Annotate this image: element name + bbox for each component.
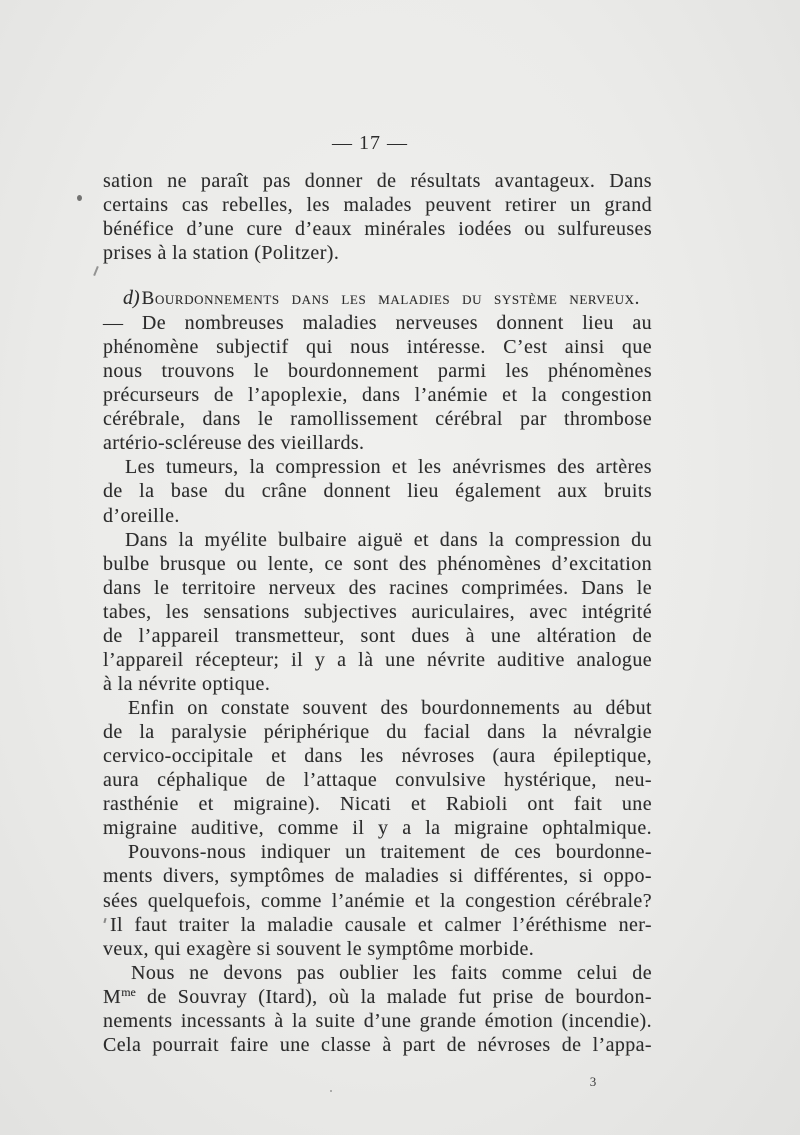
section-body xyxy=(103,311,652,1057)
text-line: bénéfice d’une cure d’eaux minérales iodées ou sulfureuses xyxy=(103,218,652,241)
text-line: sation ne paraît pas donner de résultats avantageux. Dans xyxy=(103,170,652,192)
paragraph xyxy=(103,455,652,527)
text-line: cervico-occipitale et dans les névroses (aura épileptique, xyxy=(103,745,652,768)
text-line: migraine auditive, comme il y a la migraine ophtalmique. xyxy=(103,817,652,840)
text-line: cérébrale, dans le ramollissement cérébral par thrombose xyxy=(103,408,652,431)
text-line: — De nombreuses maladies nerveuses donnent lieu au xyxy=(103,312,652,334)
text-line: nous trouvons le bourdonnement parmi les phénomènes xyxy=(103,360,652,383)
text-line: Il faut traiter la maladie causale et calmer l’éréthisme ner- xyxy=(110,913,652,936)
text-line: nements incessants à la suite d’une grande émotion (incendie). xyxy=(103,1009,652,1032)
text-line: Dans la myélite bulbaire aiguë et dans la compression du xyxy=(125,528,652,551)
text-line: prises à la station (Politzer). xyxy=(103,242,340,265)
text-line xyxy=(103,985,652,1009)
text-line: l’appareil récepteur; il y a là une névrite auditive analogue xyxy=(103,648,652,671)
running-head: — 17 — xyxy=(332,132,408,154)
text-line: à la névrite optique. xyxy=(103,672,271,695)
text-line: de l’appareil transmetteur, sont dues à une altération de xyxy=(103,624,652,647)
ink-speck xyxy=(77,195,82,201)
text-line: bulbe brusque ou lente, ce sont des phénomènes d’excitation xyxy=(103,552,652,575)
text-line: d’oreille. xyxy=(103,504,180,527)
text-line: aura céphalique de l’attaque convulsive hystérique, neu- xyxy=(103,769,652,792)
text-line: Les tumeurs, la compression et les anévrismes des artères xyxy=(125,456,652,479)
text-line: artério-scléreuse des vieillards. xyxy=(103,432,365,455)
text-line: veux, qui exagère si souvent le symptôme morbide. xyxy=(103,937,535,960)
ink-speck xyxy=(93,266,99,276)
section-title: Bourdonnements dans les maladies du système nerveux. xyxy=(141,288,640,309)
text-line: de la base du crâne donnent lieu également aux bruits xyxy=(103,480,652,503)
abbreviation-superscript: me xyxy=(121,984,136,999)
paragraph xyxy=(103,961,652,1057)
paragraph xyxy=(103,840,652,960)
continuation-paragraph xyxy=(103,169,652,265)
ink-speck xyxy=(330,1090,332,1092)
text-line: de la paralysie périphérique du facial dans la névralgie xyxy=(103,721,652,744)
text-line: dans le territoire nerveux des racines comprimées. Dans le xyxy=(103,576,652,599)
text-line: Nous ne devons pas oublier les faits comme celui de xyxy=(131,961,652,984)
line-text: de Souvray (Itard), où la malade fut prise de bourdon- xyxy=(135,985,652,1008)
text-line: Pouvons-nous indiquer un traitement de ces bourdonne- xyxy=(128,841,652,864)
signature-mark: 3 xyxy=(589,1074,597,1089)
text-line: tabes, les sensations subjectives auriculaires, avec intégrité xyxy=(103,600,652,623)
text-line: ments divers, symptômes de maladies si différentes, si oppo- xyxy=(103,865,652,888)
text-line: sées quelquefois, comme l’anémie et la congestion cérébrale? xyxy=(103,889,652,912)
section-heading xyxy=(103,286,652,310)
text-line: phénomène subjectif qui nous intéresse. C’est ainsi que xyxy=(103,336,652,359)
section-letter: d) xyxy=(123,287,140,309)
paragraph xyxy=(103,528,652,696)
abbreviation-base: M xyxy=(103,985,122,1008)
text-line: précurseurs de l’apoplexie, dans l’anémie et la congestion xyxy=(103,384,652,407)
text-line: rasthénie et migraine). Nicati et Rabioli ont fait une xyxy=(103,793,652,816)
text-line: certains cas rebelles, les malades peuvent retirer un grand xyxy=(103,194,652,217)
paragraph xyxy=(103,311,652,455)
text-line: Cela pourrait faire une classe à part de névroses de l’appa- xyxy=(103,1033,652,1056)
text-line: Enfin on constate souvent des bourdonnements au début xyxy=(128,697,652,719)
paragraph xyxy=(103,696,652,840)
